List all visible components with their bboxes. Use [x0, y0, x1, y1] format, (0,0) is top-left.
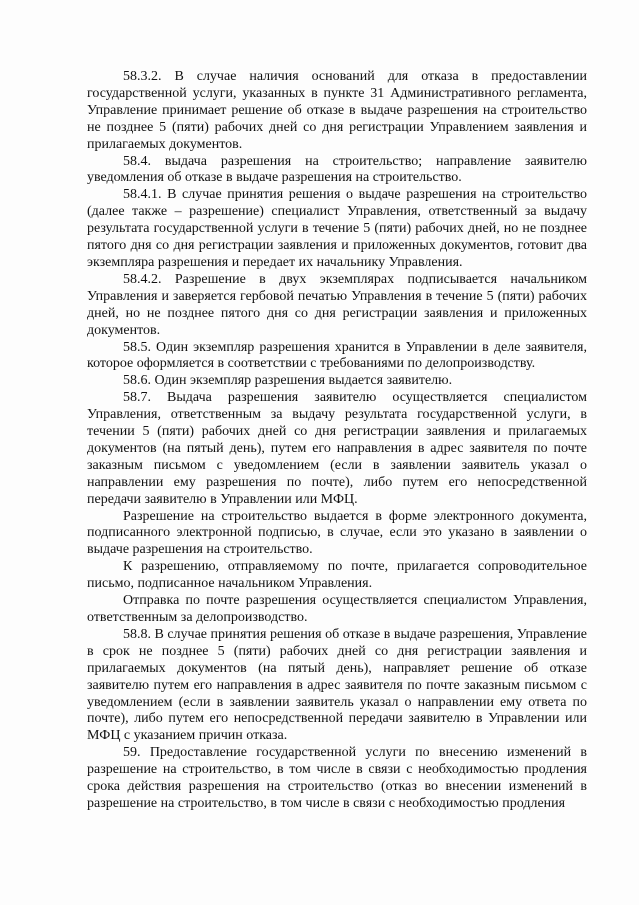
paragraph-58-8: 58.8. В случае принятия решения об отказе в выдаче разрешения, Управление в срок не позднее 5 (пяти) рабочих дней со дня регистрации заявления и прилагаемых документов (на пятый день), направляет решение об отказе заявителю путем его направления в адрес заявителя по почте заказным письмом с уведомлением (если в заявлении заявитель указал о направлении ему ответа по почте), либо путем его непосредственной передачи заявителю в Управлении или МФЦ с указанием причин отказа.: [87, 626, 587, 744]
paragraph-58-3-2: 58.3.2. В случае наличия оснований для отказа в предоставлении государственной услуги, указанных в пункте 31 Административного регламента, Управление принимает решение об отказе в выдаче разрешения на строительство не позднее 5 (пяти) рабочих дней со дня регистрации Управлением заявления и прилагаемых документов.: [87, 69, 587, 152]
paragraph-58-4-2: 58.4.2. Разрешение в двух экземплярах подписывается начальником Управления и заверяется гербовой печатью Управления в течение 5 (пяти) рабочих дней, но не позднее пятого дня со дня регистрации заявления и приложенных документов.: [87, 271, 587, 338]
paragraph-58-6: 58.6. Один экземпляр разрешения выдается заявителю.: [123, 373, 453, 389]
paragraph-electronic-permit: Разрешение на строительство выдается в форме электронного документа, подписанного электронной подписью, в случае, если это указано в заявлении о выдаче разрешения на строительство.: [87, 508, 587, 558]
paragraph-58-7: 58.7. Выдача разрешения заявителю осуществляется специалистом Управления, ответственным за выдачу результата государственной услуги, в течении 5 (пяти) рабочих дней со дня регистрации заявления и прилагаемых документов (на пятый день), путем его направления в адрес заявителя по почте заказным письмом с уведомлением (если в заявлении заявитель указал о направлении ему разрешения по почте), либо путем его непосредственной передачи заявителю в Управлении или МФЦ.: [87, 390, 587, 507]
paragraph-58-4: 58.4. выдача разрешения на строительство; направление заявителю уведомления об отказе в выдаче разрешения на строительство.: [87, 153, 587, 186]
document-body: [87, 69, 587, 813]
paragraph-mail-dispatch: Отправка по почте разрешения осуществляется специалистом Управления, ответственным за делопроизводство.: [87, 593, 587, 625]
paragraph-58-5: 58.5. Один экземпляр разрешения хранится в Управлении в деле заявителя, которое оформляется в соответствии с требованиями по делопроизводству.: [87, 339, 587, 372]
paragraph-59: 59. Предоставление государственной услуги по внесению изменений в разрешение на строительство, в том числе в связи с необходимостью продления срока действия разрешения на строительство (отказ во внесении изменений в разрешение на строительство, в том числе в связи с необходимостью продления: [87, 745, 587, 811]
paragraph-cover-letter: К разрешению, отправляемому по почте, прилагается сопроводительное письмо, подписанное начальником Управления.: [87, 559, 587, 592]
paragraph-58-4-1: 58.4.1. В случае принятия решения о выдаче разрешения на строительство (далее также – разрешение) специалист Управления, ответственный за выдачу результата государственной услуги в течение 5 (пяти) рабочих дней, но не позднее пятого дня со дня регистрации заявления и приложенных документов, готовит два экземпляра разрешения и передает их начальнику Управления.: [87, 187, 587, 270]
